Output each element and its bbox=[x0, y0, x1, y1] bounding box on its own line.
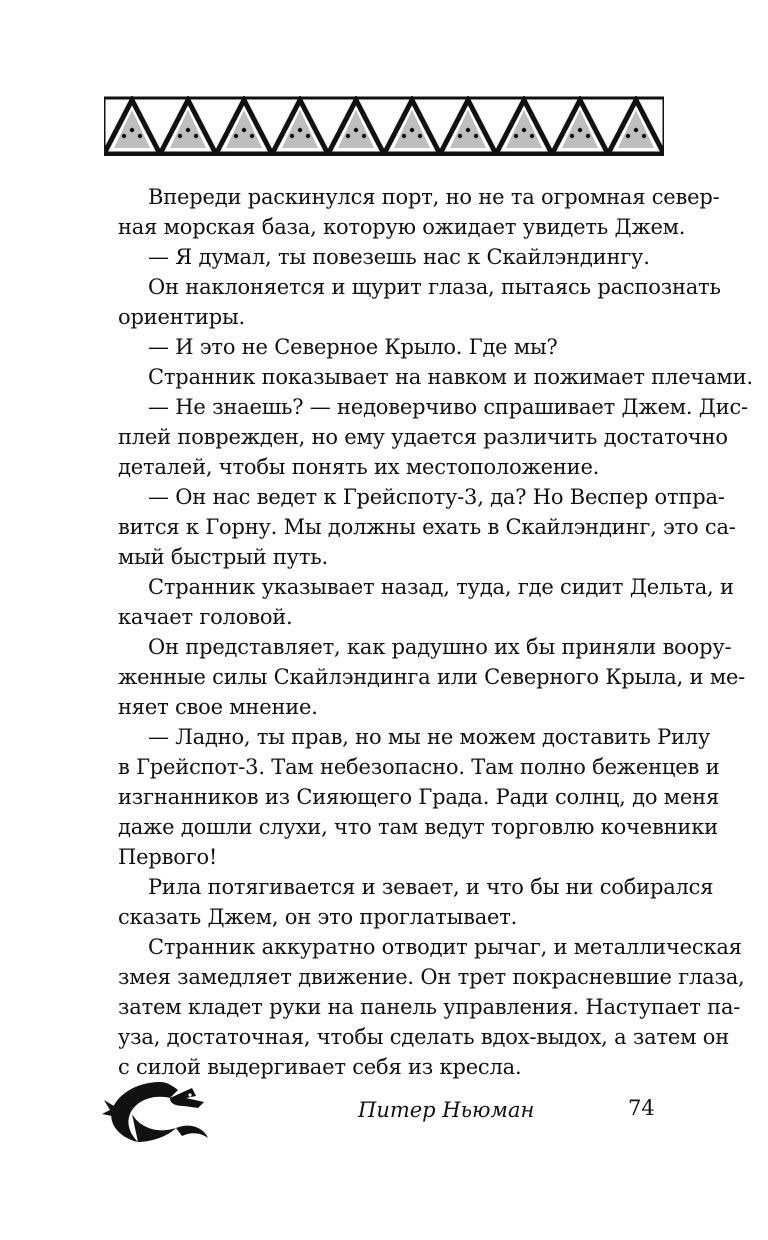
text-line: ная морская база, которую ожидает увидеть Джем. bbox=[118, 215, 686, 239]
text-line: Рила потягивается и зевает, и что бы ни собирался bbox=[148, 875, 714, 899]
paragraph bbox=[118, 362, 753, 392]
text-line: Впереди раскинулся порт, но не та огромная север- bbox=[148, 185, 720, 209]
paragraph bbox=[118, 722, 720, 872]
paragraph bbox=[118, 242, 680, 272]
paragraph bbox=[118, 872, 714, 932]
text-line: Он наклоняется и щурит глаза, пытаясь распознать bbox=[148, 275, 721, 299]
paragraph bbox=[118, 332, 680, 362]
text-line: женные силы Скайлэндинга или Северного Крыла, и ме- bbox=[118, 665, 746, 689]
text-line: — И это не Северное Крыло. Где мы? bbox=[148, 335, 558, 359]
text-line: — Я думал, ты повезешь нас к Скайлэндингу. bbox=[148, 245, 650, 269]
text-line: — Ладно, ты прав, но мы не можем доставить Рилу bbox=[148, 725, 711, 749]
text-line: — Он нас ведет к Грейспоту-3, да? Но Веспер отпра- bbox=[148, 485, 725, 509]
text-line: Первого! bbox=[118, 845, 218, 869]
page-number: 74 bbox=[628, 1096, 655, 1120]
paragraph bbox=[118, 482, 736, 572]
text-line: плей поврежден, но ему удается различить достаточно bbox=[118, 425, 728, 449]
text-line: вится к Горну. Мы должны ехать в Скайлэндинг, это са- bbox=[118, 515, 736, 539]
text-line: изгнанников из Сияющего Града. Ради солнц, до меня bbox=[118, 785, 719, 809]
text-line: даже дошли слухи, что там ведут торговлю кочевники bbox=[118, 815, 718, 839]
text-line: няет свое мнение. bbox=[118, 695, 318, 719]
text-line: деталей, чтобы понять их местоположение. bbox=[118, 455, 600, 479]
paragraph bbox=[118, 272, 721, 332]
text-line: мый быстрый путь. bbox=[118, 545, 328, 569]
text-line: — Не знаешь? — недоверчиво спрашивает Джем. Дис- bbox=[148, 395, 748, 419]
dragon-icon bbox=[100, 1076, 218, 1148]
text-line: сказать Джем, он это проглатывает. bbox=[118, 905, 518, 929]
text-line: качает головой. bbox=[118, 605, 293, 629]
footer-author: Питер Ньюман bbox=[358, 1098, 535, 1122]
text-line: затем кладет руки на панель управления. Наступает па- bbox=[118, 995, 741, 1019]
paragraph bbox=[118, 392, 748, 482]
text-line: уза, достаточная, чтобы сделать вдох-выдох, а затем он bbox=[118, 1025, 729, 1049]
paragraph bbox=[118, 932, 745, 1082]
text-line: Странник показывает на навком и пожимает плечами. bbox=[148, 365, 753, 389]
text-line: Странник указывает назад, туда, где сидит Дельта, и bbox=[148, 575, 734, 599]
paragraph bbox=[118, 632, 746, 722]
paragraph bbox=[118, 572, 734, 632]
text-line: в Грейспот-3. Там небезопасно. Там полно беженцев и bbox=[118, 755, 720, 779]
paragraph bbox=[118, 182, 720, 242]
text-line: Он представляет, как радушно их бы приняли воору- bbox=[148, 635, 732, 659]
text-line: змея замедляет движение. Он трет покрасневшие глаза, bbox=[118, 965, 745, 989]
text-line: с силой выдергивает себя из кресла. bbox=[118, 1055, 522, 1079]
text-line: Странник аккуратно отводит рычаг, и металлическая bbox=[148, 935, 742, 959]
header-ornament bbox=[104, 96, 664, 156]
text-line: ориентиры. bbox=[118, 305, 245, 329]
page-body-text bbox=[118, 182, 753, 1082]
